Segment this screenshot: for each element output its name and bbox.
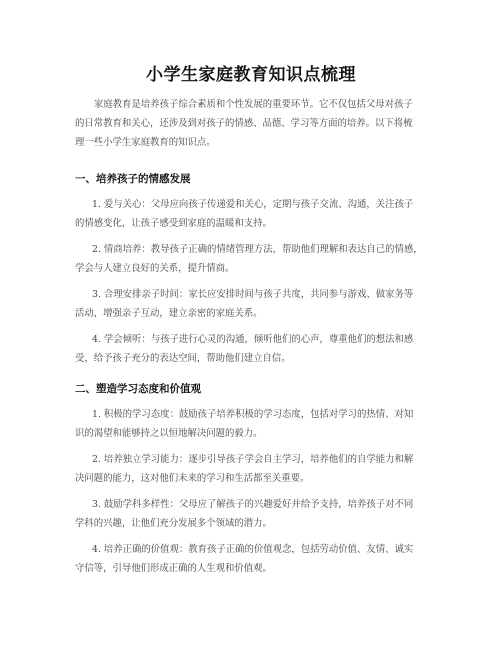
list-item [75, 330, 413, 368]
list-item-line: 学会与人建立良好的关系，提升情商。 [75, 263, 235, 274]
list-item [75, 495, 413, 533]
list-item [75, 540, 413, 578]
list-item-line: 决问题的能力，这对他们未来的学习和生活都至关重要。 [75, 473, 310, 484]
list-item [75, 240, 423, 278]
list-item [75, 450, 413, 488]
list-item-line: 的情感变化，让孩子感受到家庭的温暖和支持。 [75, 218, 272, 229]
list-item-line: 受，给予孩子充分的表达空间，帮助他们建立自信。 [75, 353, 291, 364]
intro-line: 的日常教育和关心，还涉及到对孩子的情感、品德、学习等方面的培养。以下将梳 [75, 118, 413, 129]
list-item-line: 4. 培养正确的价值观：教育孩子正确的价值观念，包括劳动价值、友情、诚实 [92, 544, 414, 555]
section-heading: 二、塑造学习态度和价值观 [75, 383, 201, 395]
list-item-line: 学科的兴趣，让他们充分发展多个领域的潜力。 [75, 518, 272, 529]
list-item-line: 2. 情商培养：教导孩子正确的情绪管理方法，帮助他们理解和表达自己的情感， [92, 244, 423, 255]
intro-paragraph [75, 95, 413, 152]
list-item-line: 识的渴望和能够持之以恒地解决问题的毅力。 [75, 428, 263, 439]
list-item-line: 活动，增强亲子互动，建立亲密的家庭关系。 [75, 308, 263, 319]
list-item-line: 1. 积极的学习态度：鼓励孩子培养积极的学习态度，包括对学习的热情、对知 [92, 409, 414, 420]
list-item [75, 195, 413, 233]
document-title: 小学生家庭教育知识点梳理 [146, 65, 356, 85]
intro-line: 家庭教育是培养孩子综合素质和个性发展的重要环节。它不仅包括父母对孩子 [94, 99, 413, 110]
list-item-line: 3. 合理安排亲子时间：家长应安排时间与孩子共度，共同参与游戏、做家务等 [92, 289, 414, 300]
list-item-line: 2. 培养独立学习能力：逐步引导孩子学会自主学习，培养他们的自学能力和解 [92, 454, 414, 465]
list-item-line: 守信等，引导他们形成正确的人生观和价值观。 [75, 563, 272, 574]
list-item-line: 1. 爱与关心：父母应向孩子传递爱和关心，定期与孩子交流、沟通，关注孩子 [92, 199, 414, 210]
intro-line: 理一些小学生家庭教育的知识点。 [75, 137, 216, 148]
list-item-line: 4. 学会倾听：与孩子进行心灵的沟通，倾听他们的心声，尊重他们的想法和感 [92, 334, 414, 345]
list-item [75, 405, 413, 443]
list-item [75, 285, 413, 323]
list-item-line: 3. 鼓励学科多样性：父母应了解孩子的兴趣爱好并给予支持，培养孩子对不同 [92, 499, 414, 510]
section-heading: 一、培养孩子的情感发展 [75, 173, 191, 185]
